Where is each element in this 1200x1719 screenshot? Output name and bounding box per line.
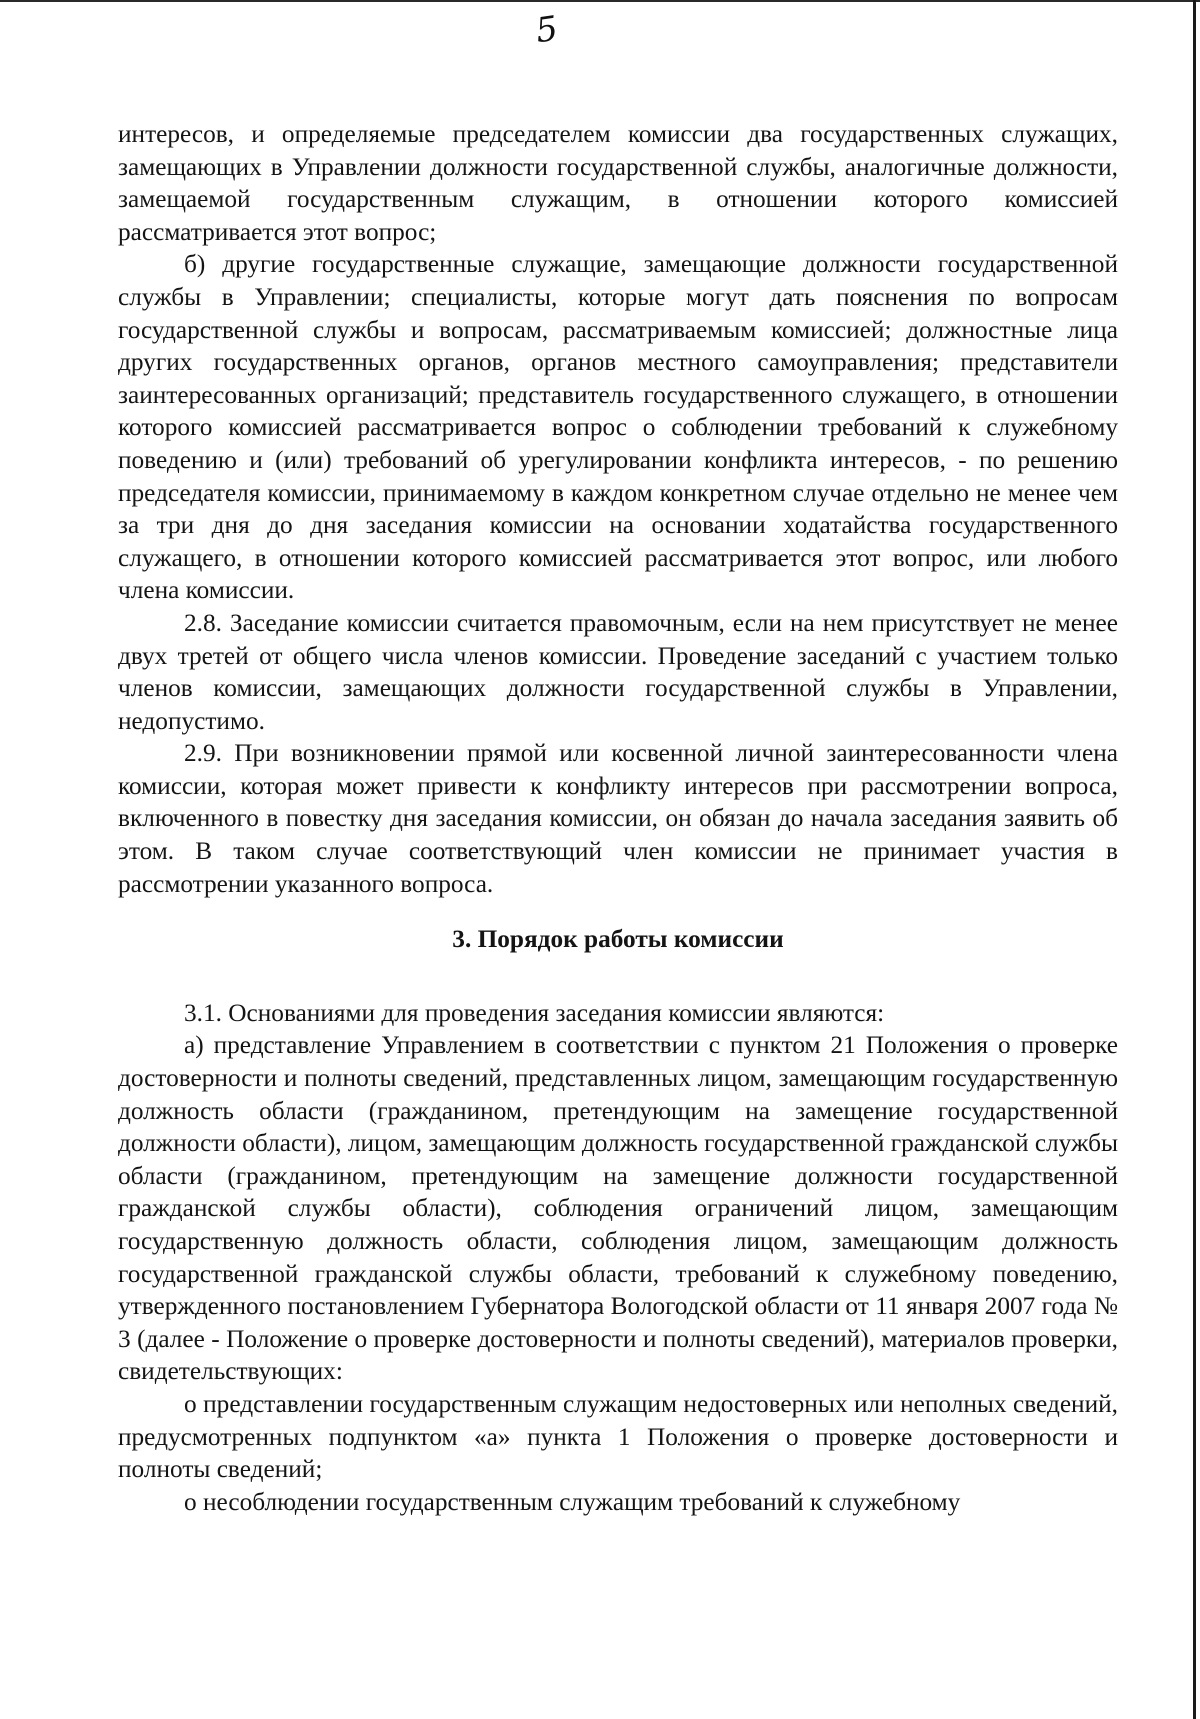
document-body (118, 118, 1118, 1518)
paragraph-2-8: 2.8. Заседание комиссии считается правомочным, если на нем присутствует не менее двух третей от общего числа членов комиссии. Проведение заседаний с участием только членов комиссии, замещающих должности государственной службы в Управлении, недопустимо. (118, 608, 1118, 735)
paragraph-noncompliance: о несоблюдении государственным служащим требований к служебному (184, 1487, 961, 1516)
paragraph-2-9: 2.9. При возникновении прямой или косвенной личной заинтересованности члена комиссии, которая может привести к конфликту интересов при рассмотрении вопроса, включенного в повестку дня заседания комиссии, он обязан до начала заседания заявить об этом. В таком случае соответствующий член комиссии не принимает участия в рассмотрении указанного вопроса. (118, 739, 1118, 898)
paragraph-continuation: интересов, и определяемые председателем комиссии два государственных служащих, замещающих в Управлении должности государственной службы, аналогичные должности, замещаемой государственным служащим, в отношении которого комиссией рассматривается этот вопрос; (118, 120, 1118, 246)
paragraph-3-1: 3.1. Основаниями для проведения заседания комиссии являются: (184, 998, 885, 1027)
paragraph-item-b: б) другие государственные служащие, замещающие должности государственной службы в Управлении; специалисты, которые могут дать пояснения по вопросам государственной службы и вопросам, рассматриваемым комиссией; должностные лица других государственных органов, органов местного самоуправления; представители заинтересованных организаций; представитель государственного служащего, в отношении которого комиссией рассматривается вопрос о соблюдении требований к служебному поведению и (или) требований об урегулировании конфликта интересов, - по решению председателя комиссии, принимаемому в каждом конкретном случае отдельно не менее чем за три дня до дня заседания комиссии на основании ходатайства государственного служащего, в отношении которого комиссией рассматривается этот вопрос, или любого члена комиссии. (118, 250, 1118, 605)
paragraph-false-info: о представлении государственным служащим недостоверных или неполных сведений, предусмотренных подпунктом «а» пункта 1 Положения о проверке достоверности и полноты сведений; (118, 1389, 1118, 1484)
scan-top-edge (0, 0, 1200, 2)
handwritten-page-number: 5 (533, 8, 561, 52)
scan-right-edge (1193, 0, 1196, 1719)
section-heading: 3. Порядок работы комиссии (452, 925, 784, 954)
paragraph-item-a: а) представление Управлением в соответствии с пунктом 21 Положения о проверке достоверности и полноты сведений, представленных лицом, замещающим государственную должность области (гражданином, претендующим на замещение государственной должности области), лицом, замещающим должность государственной гражданской службы области (гражданином, претендующим на замещение должности государственной гражданской службы области), соблюдения ограничений лицом, замещающим государственную должность области, соблюдения лицом, замещающим должность государственной гражданской службы области, требований к служебному поведению, утвержденного постановлением Губернатора Вологодской области от 11 января 2007 года № 3 (далее - Положение о проверке достоверности и полноты сведений), материалов проверки, свидетельствующих: (118, 1031, 1118, 1386)
